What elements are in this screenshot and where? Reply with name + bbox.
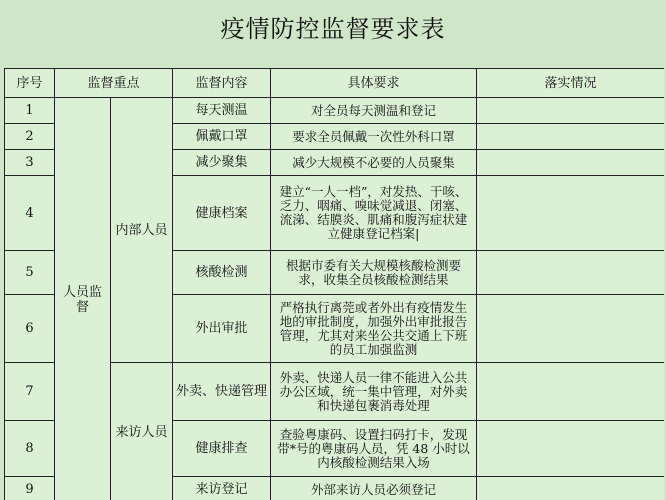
row-status[interactable] [477, 124, 664, 150]
row-status[interactable] [477, 421, 664, 477]
group-main-label: 人员监督 [55, 98, 111, 500]
row-requirement: 根据市委有关大规模核酸检测要求，收集全员核酸检测结果 [271, 251, 477, 295]
row-content: 外出审批 [173, 295, 271, 363]
row-content: 健康排查 [173, 421, 271, 477]
row-content: 来访登记 [173, 477, 271, 500]
row-no: 5 [5, 251, 55, 295]
header-row [5, 69, 665, 98]
row-content: 核酸检测 [173, 251, 271, 295]
row-status[interactable] [477, 98, 664, 124]
page-title: 疫情防控监督要求表 [220, 15, 446, 43]
row-status[interactable] [477, 150, 664, 176]
row-requirement: 要求全员佩戴一次性外科口罩 [271, 124, 477, 150]
row-requirement: 外卖、快递人员一律不能进入公共办公区域，统一集中管理，对外卖和快递包裹消毒处理 [271, 363, 477, 421]
header-content: 监督内容 [173, 69, 271, 98]
row-content: 外卖、快递管理 [173, 363, 271, 421]
supervision-table [4, 68, 664, 500]
group-internal-label: 内部人员 [111, 98, 173, 363]
row-requirement: 减少大规模不必要的人员聚集 [271, 150, 477, 176]
row-requirement: 外部来访人员必须登记 [271, 477, 477, 500]
group-visitor-label: 来访人员 [111, 363, 173, 500]
supervision-table-container [4, 68, 664, 500]
row-requirement: 查验粤康码、设置扫码打卡，发现带*号的粤康码人员，凭 48 小时以内核酸检测结果入场 [271, 421, 477, 477]
row-no: 3 [5, 150, 55, 176]
row-requirement: 对全员每天测温和登记 [271, 98, 477, 124]
row-no: 2 [5, 124, 55, 150]
row-content: 佩戴口罩 [173, 124, 271, 150]
row-status[interactable] [477, 477, 664, 500]
row-requirement: 建立“一人一档”，对发热、干咳、乏力、咽痛、嗅味觉减退、闭塞、流涕、结膜炎、肌痛和腹泻症状建立健康登记档案| [271, 176, 477, 251]
row-content: 减少聚集 [173, 150, 271, 176]
row-no: 1 [5, 98, 55, 124]
row-content: 健康档案 [173, 176, 271, 251]
row-status[interactable] [477, 176, 664, 251]
header-status: 落实情况 [477, 69, 664, 98]
row-no: 9 [5, 477, 55, 500]
row-no: 4 [5, 176, 55, 251]
header-requirement: 具体要求 [271, 69, 477, 98]
row-status[interactable] [477, 251, 664, 295]
row-content: 每天测温 [173, 98, 271, 124]
row-no: 8 [5, 421, 55, 477]
header-focus: 监督重点 [55, 69, 173, 98]
table-row [5, 98, 665, 124]
row-no: 7 [5, 363, 55, 421]
row-status[interactable] [477, 295, 664, 363]
row-status[interactable] [477, 363, 664, 421]
row-requirement: 严格执行离莞或者外出有疫情发生 地的审批制度，加强外出审批报告 管理，尤其对来坐公共交通上下班 的员工加强监测 [271, 295, 477, 363]
header-no: 序号 [5, 69, 55, 98]
row-no: 6 [5, 295, 55, 363]
